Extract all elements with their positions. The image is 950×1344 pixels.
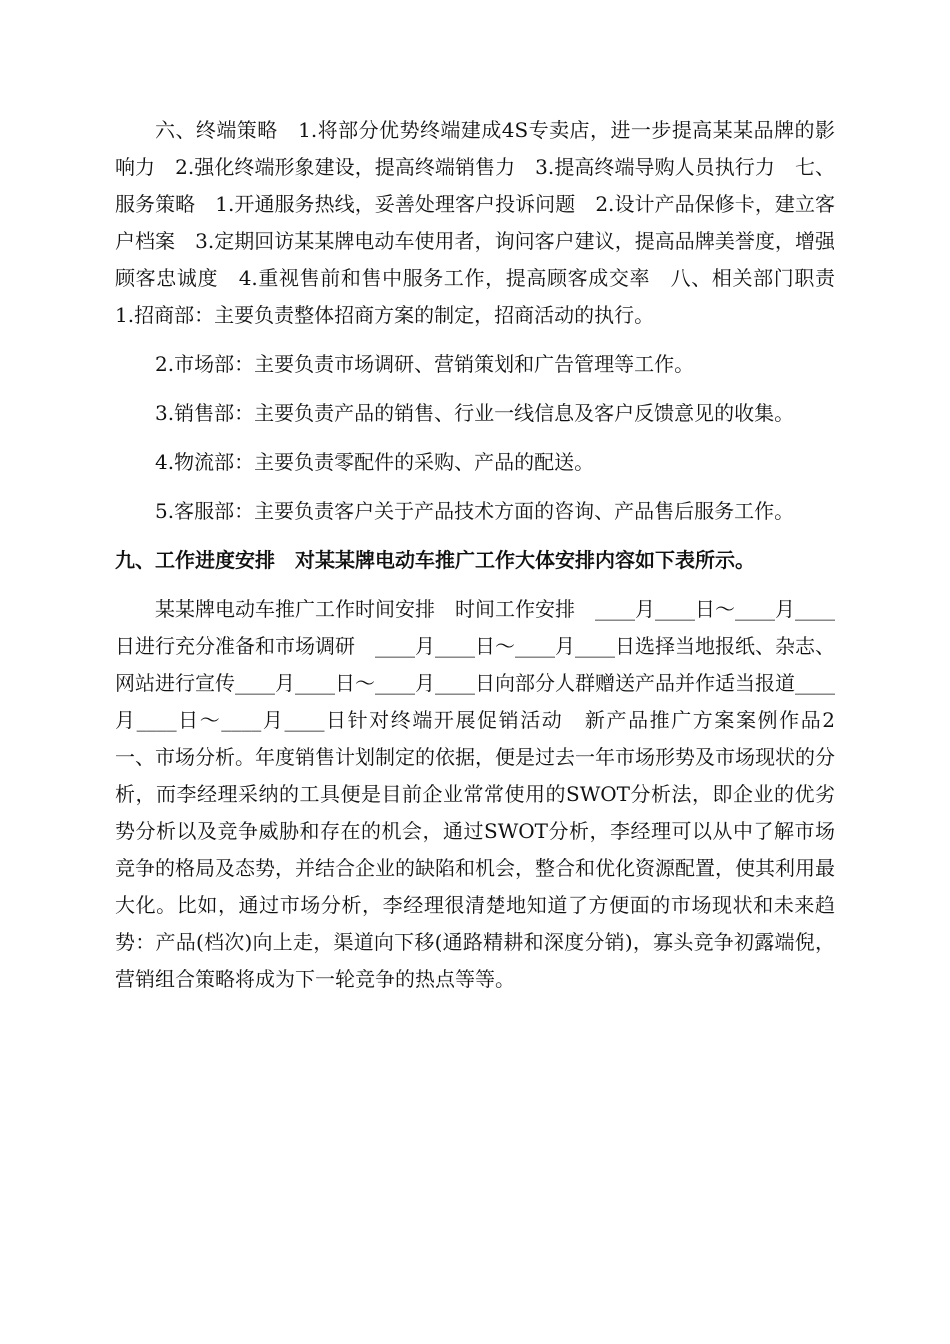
paragraph-terminal-service-strategy: 六、终端策略 1.将部分优势终端建成4S专卖店，进一步提高某某品牌的影响力 2.强化终端形象建设，提高终端销售力 3.提高终端导购人员执行力 七、服务策略 1.开通服务热线，妥善处理客户投诉问题 2.设计产品保修卡，建立客户档案 3.定期回访某某牌电动车使用者，询问客户建议，提高品牌美誉度，增强顾客忠诚度 4.重视售前和售中服务工作，提高顾客成交率 八、相关部门职责 1.招商部：主要负责整体招商方案的制定，招商活动的执行。 <box>115 118 855 327</box>
paragraph-logistics-dept: 4.物流部：主要负责零配件的采购、产品的配送。 <box>155 450 595 474</box>
paragraph-schedule-and-market-analysis: 某某牌电动车推广工作时间安排 时间工作安排 ____月____日～____月____日进行充分准备和市场调研 ____月____日～____月____日选择当地报纸、杂志、网站进行宣传____月____日～____月____日向部分人群赠送产品并作适当报道____月____日～____月____日针对终端开展促销活动 新产品推广方案案例作品2 一、市场分析。年度销售计划制定的依据，便是过去一年市场形势及市场现状的分析，而李经理采纳的工具便是目前企业常常使用的SWOT分析法，即企业的优劣势分析以及竞争威胁和存在的机会，通过SWOT分析，李经理可以从中了解市场竞争的格局及态势，并结合企业的缺陷和机会，整合和优化资源配置，使其利用最大化。比如，通过市场分析，李经理很清楚地知道了方便面的市场现状和未来趋势：产品(档次)向上走，渠道向下移(通路精耕和深度分销)，寡头竞争初露端倪，营销组合策略将成为下一轮竞争的热点等等。 <box>115 597 855 991</box>
paragraph-sales-dept: 3.销售部：主要负责产品的销售、行业一线信息及客户反馈意见的收集。 <box>155 401 795 425</box>
section-heading-schedule: 九、工作进度安排 对某某牌电动车推广工作大体安排内容如下表所示。 <box>115 548 755 572</box>
document-page <box>115 112 855 998</box>
paragraph-customer-service-dept: 5.客服部：主要负责客户关于产品技术方面的咨询、产品售后服务工作。 <box>155 499 795 523</box>
paragraph-market-dept: 2.市场部：主要负责市场调研、营销策划和广告管理等工作。 <box>155 352 695 376</box>
